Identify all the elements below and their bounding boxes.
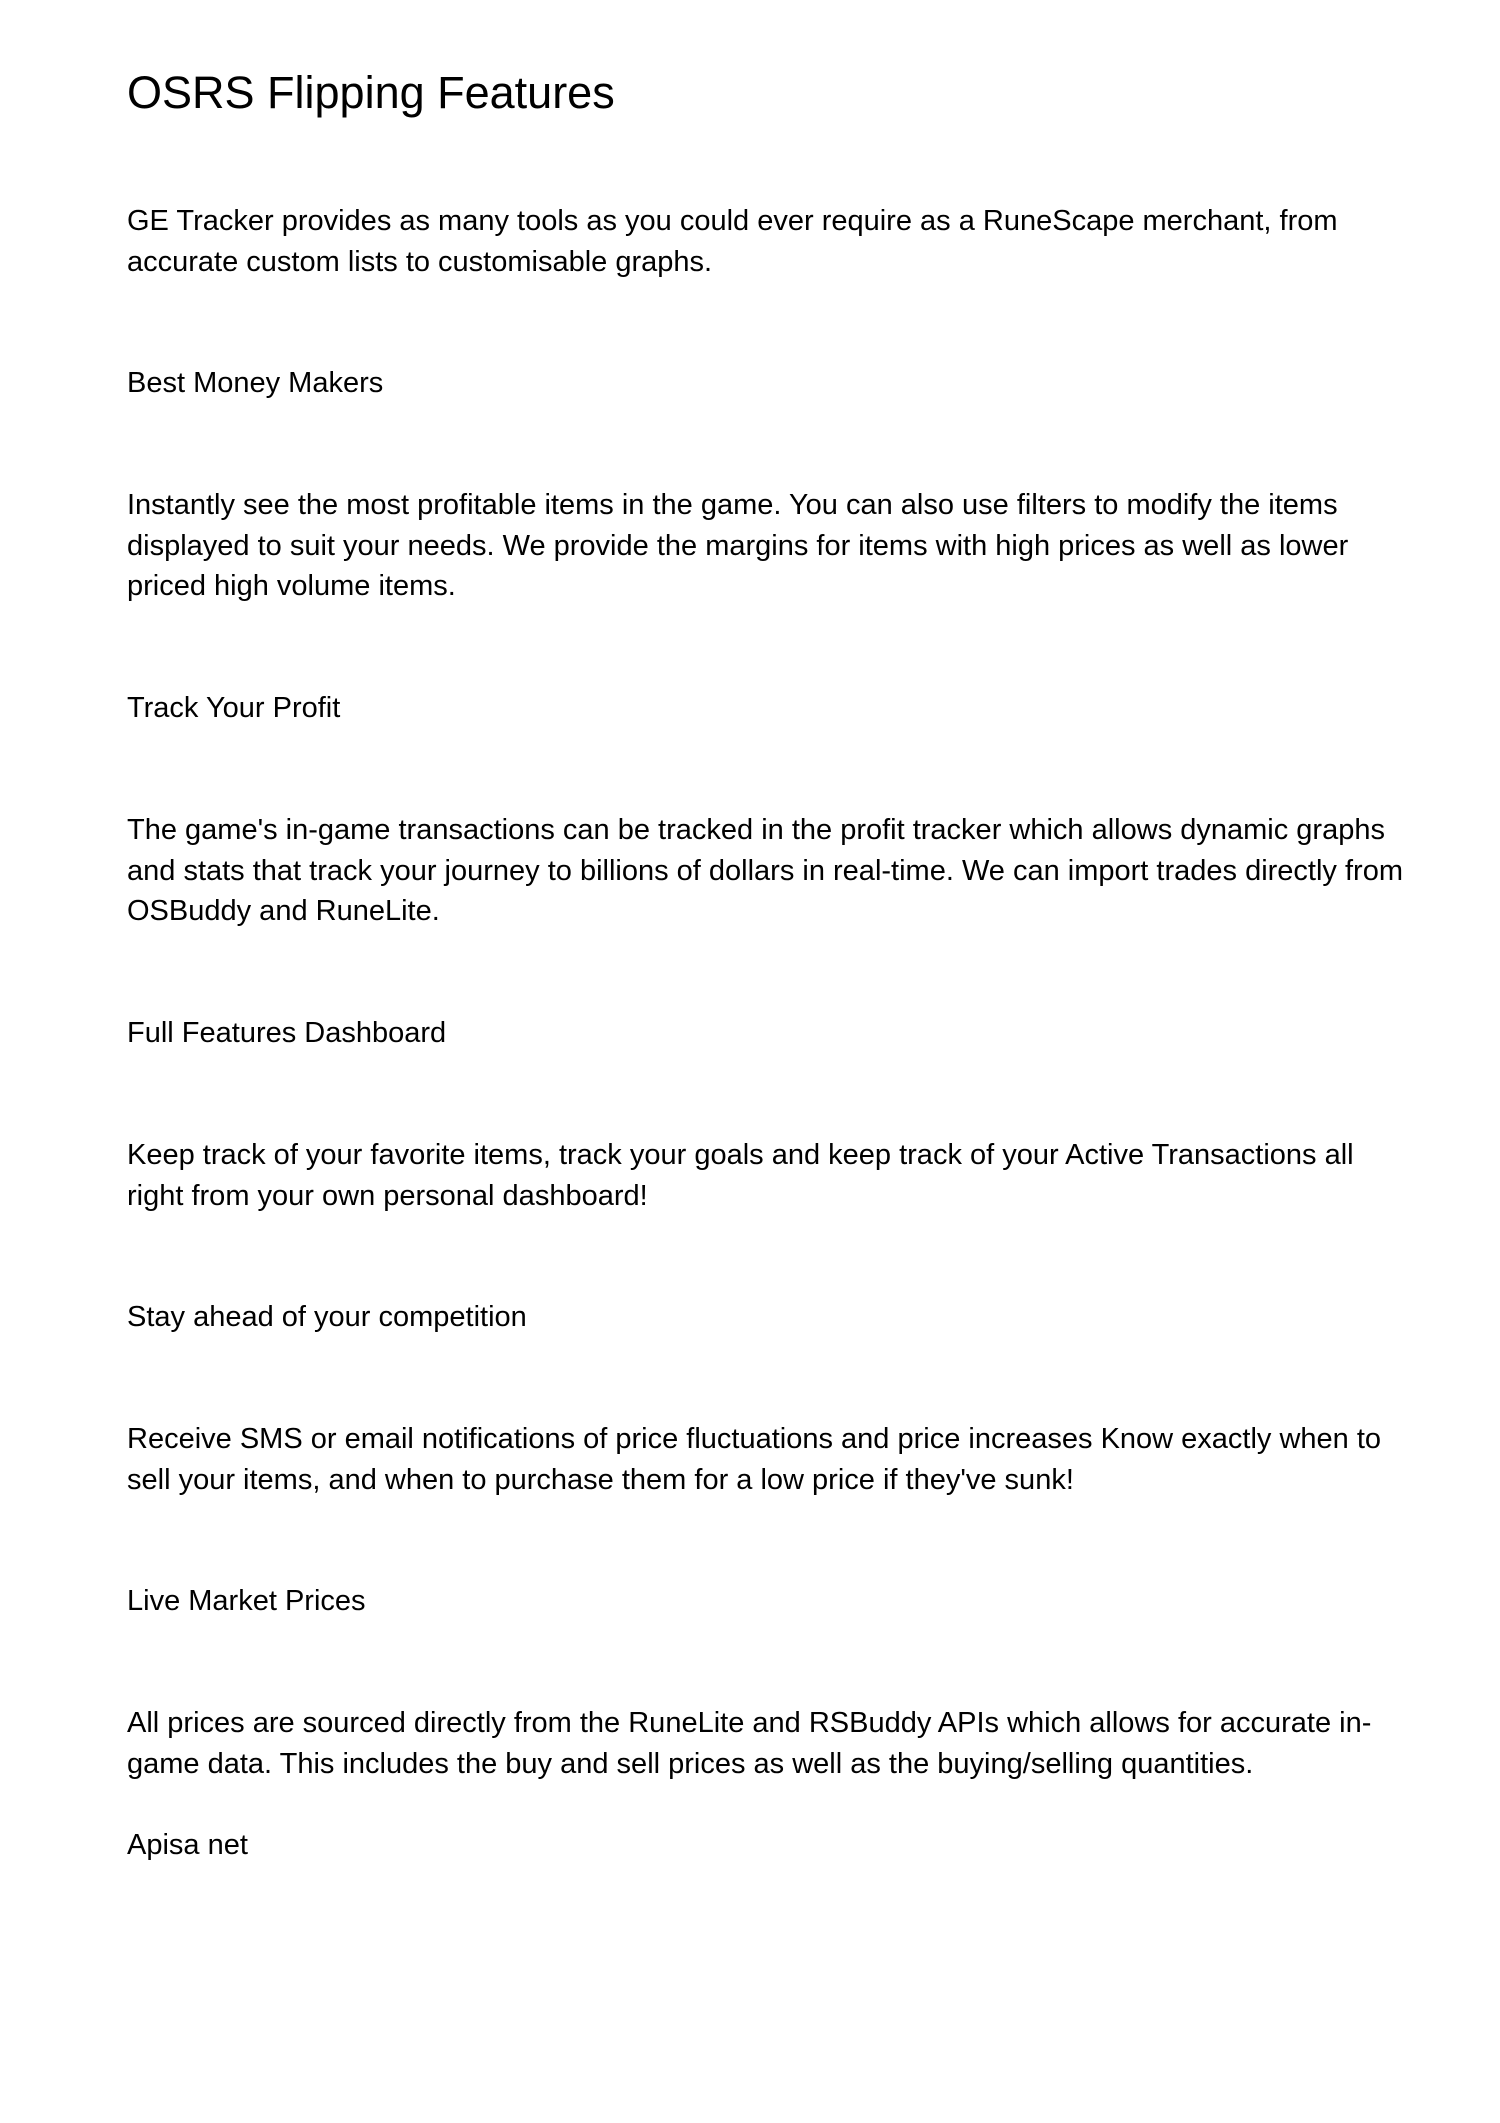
section-heading-live-market-prices: Live Market Prices: [127, 1585, 366, 1617]
page-title: OSRS Flipping Features: [127, 67, 615, 118]
section-heading-full-features-dashboard: Full Features Dashboard: [127, 1017, 447, 1049]
section-heading-track-your-profit: Track Your Profit: [127, 692, 341, 724]
section-heading-stay-ahead: Stay ahead of your competition: [127, 1301, 527, 1333]
section-body-full-features-dashboard: Keep track of your favorite items, track your goals and keep track of your Active Transactions all right from your own personal dashboard!: [127, 1139, 1354, 1212]
intro-paragraph: GE Tracker provides as many tools as you could ever require as a RuneScape merchant, from accurate custom lists to customisable graphs.: [127, 205, 1338, 278]
section-body-track-your-profit: The game's in-game transactions can be tracked in the profit tracker which allows dynamic graphs and stats that track your journey to billions of dollars in real-time. We can import trades directly from OSBuddy and RuneLite.: [127, 814, 1403, 928]
section-body-best-money-makers: Instantly see the most profitable items in the game. You can also use filters to modify the items displayed to suit your needs. We provide the margins for items with high prices as well as lower priced high volume items.: [127, 489, 1349, 603]
footer-text: Apisa net: [127, 1829, 248, 1861]
section-heading-best-money-makers: Best Money Makers: [127, 367, 384, 399]
section-body-stay-ahead: Receive SMS or email notifications of price fluctuations and price increases Know exactly when to sell your items, and when to purchase them for a low price if they've sunk!: [127, 1423, 1382, 1496]
section-body-live-market-prices: All prices are sourced directly from the RuneLite and RSBuddy APIs which allows for accurate in-game data. This includes the buy and sell prices as well as the buying/selling quantities.: [127, 1707, 1372, 1780]
